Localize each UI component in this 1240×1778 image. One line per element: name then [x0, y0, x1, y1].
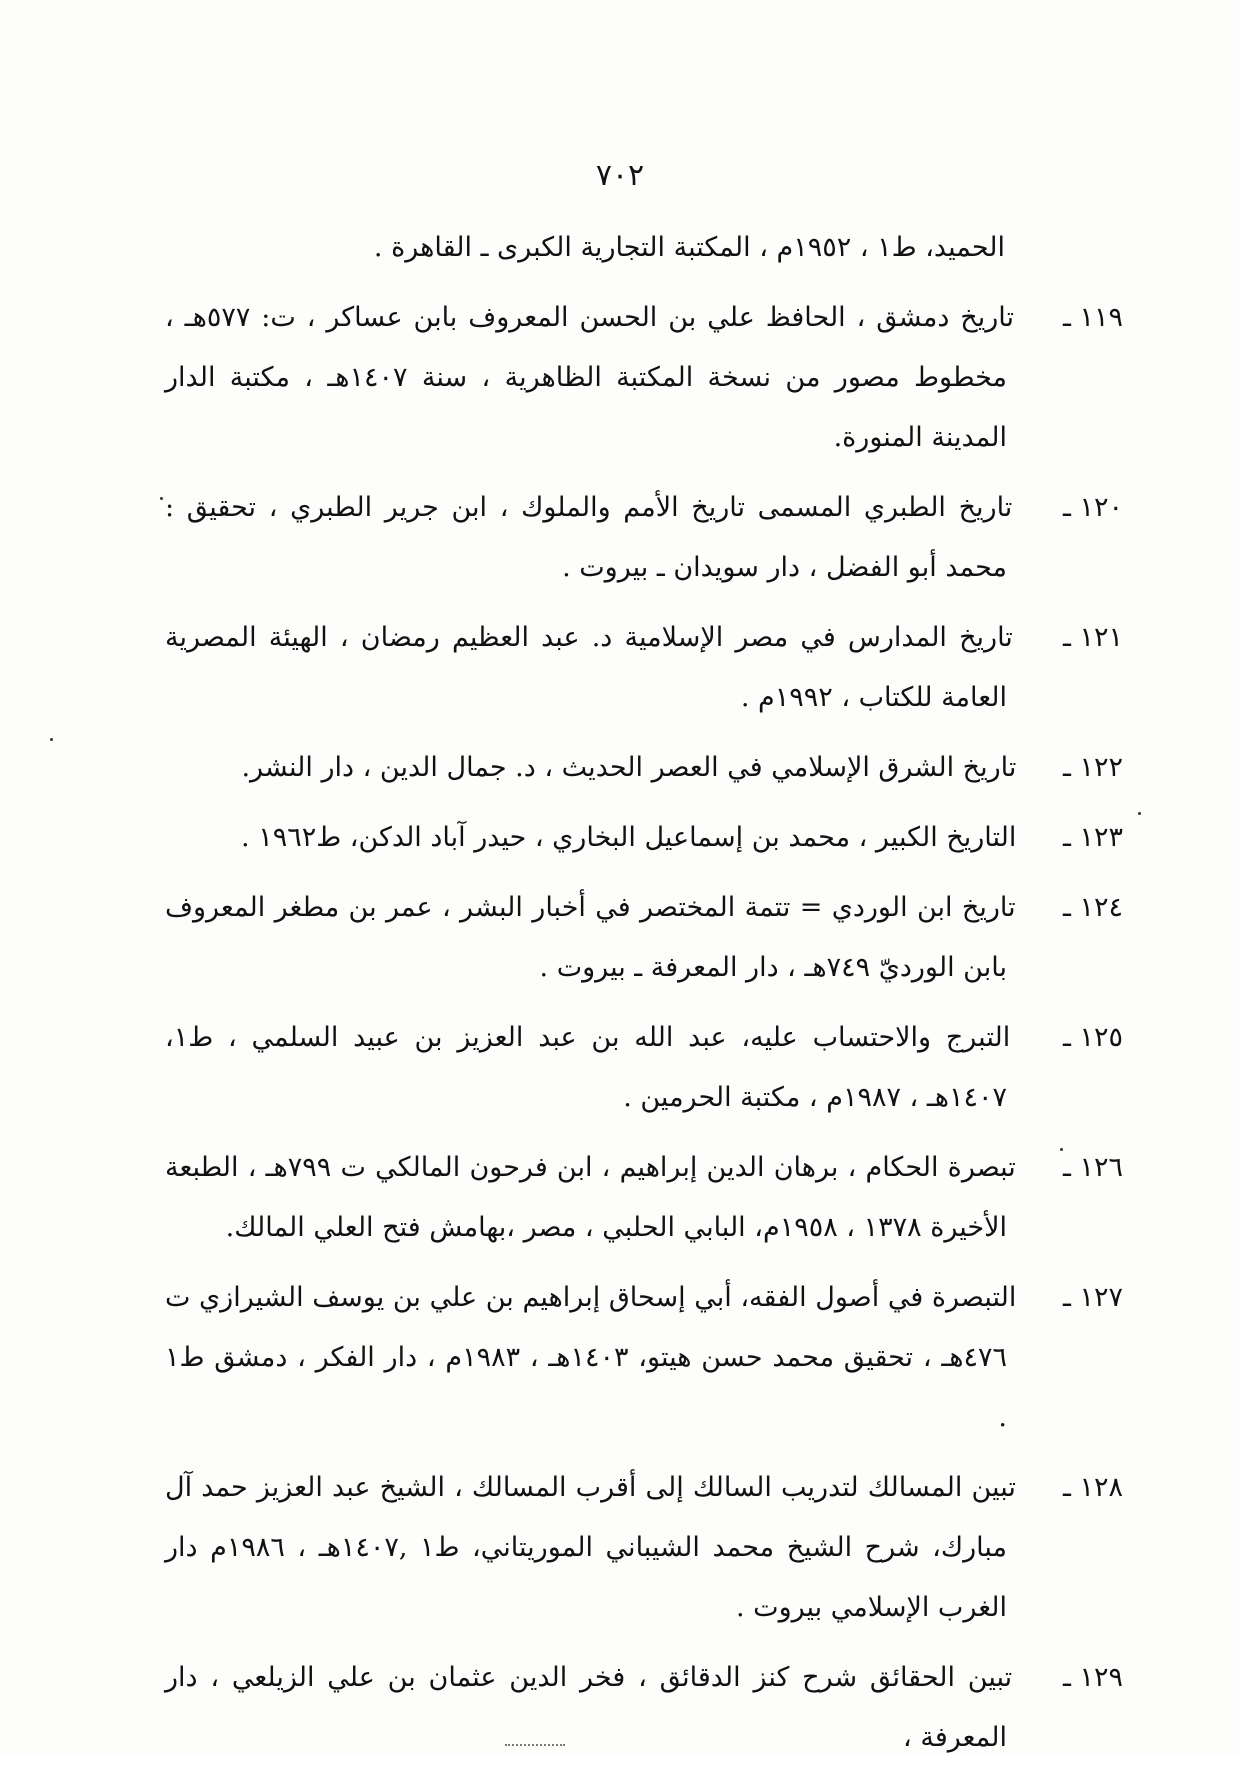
- entry-text: تاريخ الطبري المسمى تاريخ الأمم والملوك ، ابن جرير الطبري ، تحقيق : محمد أبو الفضل ، دار سويدان ـ بيروت .: [165, 492, 1013, 583]
- entry-text: تاريخ المدارس في مصر الإسلامية د. عبد العظيم رمضان ، الهيئة المصرية العامة للكتاب ، ١٩٩٢م .: [165, 622, 1013, 713]
- entry-number: ١٢٨ ـ: [1062, 1472, 1123, 1503]
- page-number: ٧٠٢: [595, 158, 645, 193]
- bibliography-entry-124: [165, 878, 1123, 998]
- bibliography-entry-122: [165, 738, 1123, 798]
- bibliography-entry-119: [165, 288, 1123, 468]
- scan-speck: [1060, 1148, 1063, 1151]
- scan-speck: [1138, 812, 1141, 815]
- bibliography-entry-121: [165, 608, 1123, 728]
- scan-edge-mark: [505, 1744, 565, 1748]
- entry-text: تاريخ دمشق ، الحافظ علي بن الحسن المعروف بابن عساكر ، ت: ٥٧٧هـ ، مخطوط مصور من نسخة المكتبة الظاهرية ، سنة ١٤٠٧هـ ، مكتبة الدار المدينة المنورة.: [165, 302, 1015, 453]
- entry-text: تبين المسالك لتدريب السالك إلى أقرب المسالك ، الشيخ عبد العزيز حمد آل مبارك، شرح الشيخ محمد الشيباني الموريتاني، ط١ ,١٤٠٧هـ ، ١٩٨٦م دار الغرب الإسلامي بيروت .: [165, 1472, 1016, 1623]
- bibliography-entry-128: [165, 1458, 1123, 1638]
- entry-number: ١٢١ ـ: [1062, 622, 1123, 653]
- entry-number: ١٢٧ ـ: [1062, 1282, 1123, 1313]
- bibliography-entry-126: [165, 1138, 1123, 1258]
- entry-number: ١٢٠ ـ: [1062, 492, 1123, 523]
- bibliography-entry-123: [165, 808, 1123, 868]
- entry-text: تاريخ الشرق الإسلامي في العصر الحديث ، د. جمال الدين ، دار النشر.: [241, 752, 1017, 783]
- entry-text: التبرج والاحتساب عليه، عبد الله بن عبد العزيز بن عبيد السلمي ، ط١، ١٤٠٧هـ ، ١٩٨٧م ، مكتبة الحرمين .: [165, 1022, 1011, 1113]
- entry-text: تاريخ ابن الوردي = تتمة المختصر في أخبار البشر ، عمر بن مطغر المعروف بابن الورديّ ٧٤٩هـ ، دار المعرفة ـ بيروت .: [165, 892, 1016, 983]
- entry-number: ١٢٢ ـ: [1062, 752, 1123, 783]
- continued-entry: الحميد، ط١ ، ١٩٥٢م ، المكتبة التجارية الكبرى ـ القاهرة .: [373, 232, 1005, 263]
- entry-text: تبصرة الحكام ، برهان الدين إبراهيم ، ابن فرحون المالكي ت ٧٩٩هـ ، الطبعة الأخيرة ١٣٧٨ ، ١٩٥٨م، البابي الحلبي ، مصر ،بهامش فتح العلي المالك.: [165, 1152, 1016, 1243]
- scan-speck: [50, 738, 53, 741]
- entry-text: تبين الحقائق شرح كنز الدقائق ، فخر الدين عثمان بن علي الزيلعي ، دار المعرفة ،: [165, 1662, 1013, 1753]
- entry-number: ١٢٩ ـ: [1062, 1662, 1123, 1693]
- bibliography-entry-129: [165, 1648, 1123, 1768]
- bibliography-entry-125: [165, 1008, 1124, 1128]
- bibliography-list: [165, 218, 1124, 1778]
- entry-number: ١٢٥ ـ: [1063, 1022, 1124, 1053]
- entry-number: ١١٩ ـ: [1062, 302, 1123, 333]
- scan-speck: [160, 497, 163, 500]
- entry-text: التبصرة في أصول الفقه، أبي إسحاق إبراهيم بن علي بن يوسف الشيرازي ت ٤٧٦هـ ، تحقيق محمد حسن هيتو، ١٤٠٣هـ ، ١٩٨٣م ، دار الفكر ، دمشق ط١ .: [165, 1282, 1017, 1433]
- bibliography-entry-127: [165, 1268, 1123, 1448]
- bibliography-entry-120: [165, 478, 1123, 598]
- entry-number: ١٢٣ ـ: [1062, 822, 1123, 853]
- entry-number: ١٢٤ ـ: [1062, 892, 1123, 923]
- entry-text: التاريخ الكبير ، محمد بن إسماعيل البخاري ، حيدر آباد الدكن، ط١٩٦٢ .: [241, 822, 1017, 853]
- entry-number: ١٢٦ ـ: [1062, 1152, 1123, 1183]
